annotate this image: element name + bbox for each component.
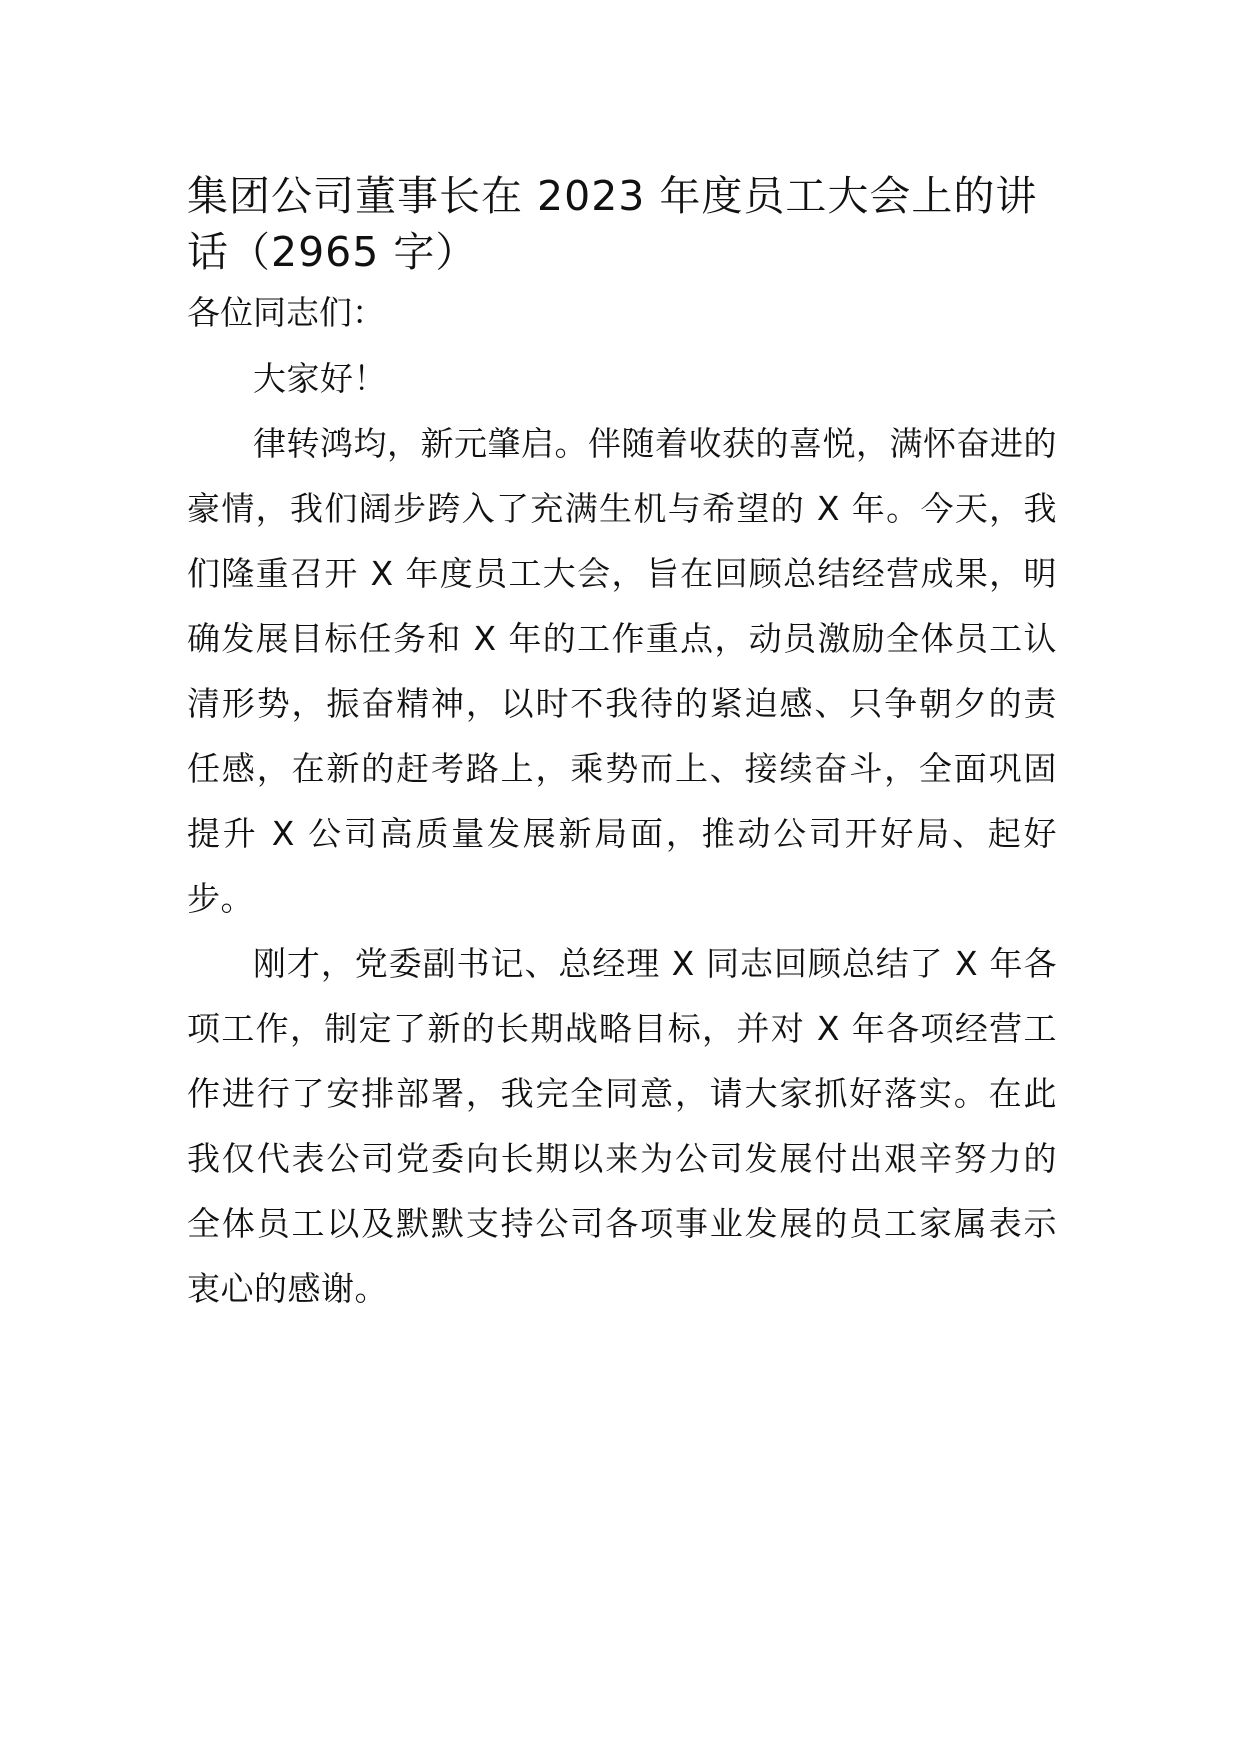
- document-title: 集团公司董事长在 2023 年度员工大会上的讲话（2965 字）: [187, 172, 1038, 276]
- salutation: 各位同志们：: [187, 293, 385, 332]
- document-body: [187, 168, 1057, 1321]
- paragraph-thanks: 刚才，党委副书记、总经理 X 同志回顾总结了 X 年各项工作，制定了新的长期战略目标，并对 X 年各项经营工作进行了安排部署，我完全同意，请大家抓好落实。在此我仅代表公司党委向长期以来为公司发展付出艰辛努力的全体员工以及默默支持公司各项事业发展的员工家属表示衷心的感谢。: [187, 944, 1057, 1308]
- paragraph-opening: 律转鸿均，新元肇启。伴随着收获的喜悦，满怀奋进的豪情，我们阔步跨入了充满生机与希望的 X 年。今天，我们隆重召开 X 年度员工大会，旨在回顾总结经营成果，明确发展目标任务和 X 年的工作重点，动员激励全体员工认清形势，振奋精神，以时不我待的紧迫感、只争朝夕的责任感，在新的赶考路上，乘势而上、接续奋斗，全面巩固提升 X 公司高质量发展新局面，推动公司开好局、起好步。: [187, 424, 1057, 918]
- paragraph-greeting: 大家好！: [253, 359, 387, 398]
